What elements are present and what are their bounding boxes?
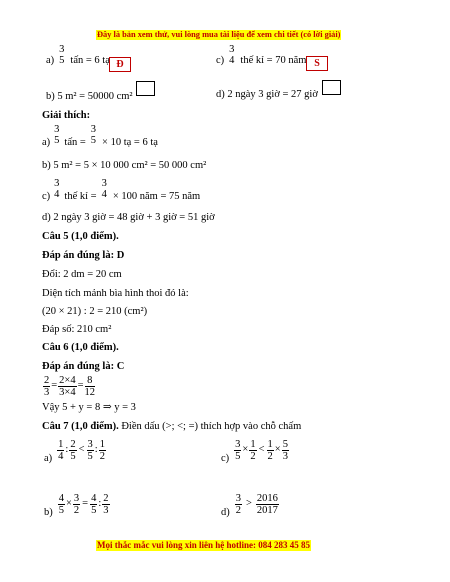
solution-a-num2: 3 bbox=[90, 124, 97, 135]
hotline-footer: Mọi thắc mắc vui lòng xin liên hệ hotline: 084 283 45 85 bbox=[97, 540, 311, 550]
solution-heading: Giải thích: bbox=[42, 110, 91, 121]
q7-a-d2: 5 bbox=[70, 451, 76, 463]
q7-a-compare-sign[interactable]: < bbox=[78, 444, 85, 456]
q7-c-label: c) bbox=[221, 453, 230, 465]
q6-fraction-1 bbox=[43, 375, 50, 398]
q4-c-text: thế kỉ = 70 năm bbox=[240, 54, 307, 66]
solution-a-num1: 3 bbox=[54, 124, 60, 135]
q7-b-d4: 3 bbox=[103, 505, 109, 517]
q7-d-d1: 2 bbox=[235, 505, 241, 517]
q5-title: Câu 5 (1,0 điểm). bbox=[42, 231, 119, 242]
q7-item-c bbox=[221, 439, 290, 465]
q7-a-n1: 1 bbox=[58, 439, 64, 450]
q7-b-frac2 bbox=[73, 493, 80, 516]
q6-answer: Đáp án đúng là: C bbox=[42, 361, 125, 372]
q7-b-op1: × bbox=[66, 498, 72, 510]
q4-a-text: tấn = 6 tạ bbox=[70, 54, 110, 66]
q6-line2: Vậy 5 + y = 8 ⇒ y = 3 bbox=[42, 402, 136, 413]
q4-a-fraction bbox=[58, 44, 65, 66]
q7-a-op2: : bbox=[94, 444, 98, 456]
q4-b-answer-box[interactable] bbox=[136, 81, 155, 96]
q7-a-n3: 3 bbox=[87, 439, 93, 450]
q4-a-numerator: 3 bbox=[59, 44, 65, 55]
q5-line3: (20 × 21) : 2 = 210 (cm²) bbox=[42, 306, 148, 317]
q6-f1-den: 3 bbox=[44, 387, 50, 399]
q7-b-frac3 bbox=[90, 493, 97, 516]
preview-banner: Đây là bản xem thử, vui lòng mua tài liệu để xem chi tiết (có lời giải) bbox=[97, 30, 341, 39]
q6-title: Câu 6 (1,0 điểm). bbox=[42, 342, 119, 353]
q6-f3-num: 8 bbox=[85, 375, 96, 387]
q4-c-answer-box[interactable]: S bbox=[306, 56, 328, 71]
q7-c-frac3 bbox=[267, 439, 274, 462]
q7-item-b bbox=[44, 493, 111, 519]
q7-d-frac2 bbox=[256, 493, 279, 516]
q7-c-frac1 bbox=[234, 439, 241, 462]
q7-c-n4: 5 bbox=[282, 439, 288, 450]
solution-c-fraction2 bbox=[101, 178, 108, 200]
q7-a-frac3 bbox=[87, 439, 94, 462]
q7-b-frac1 bbox=[58, 493, 65, 516]
solution-a-den2: 5 bbox=[90, 135, 97, 147]
solution-a-end: × 10 tạ = 6 tạ bbox=[102, 136, 158, 148]
q7-b-label: b) bbox=[44, 507, 53, 519]
q5-answer: Đáp án đúng là: D bbox=[42, 250, 125, 261]
q7-b-d1: 5 bbox=[58, 505, 64, 517]
solution-c-mid: thế kỉ = bbox=[64, 190, 97, 202]
q7-b-n4: 2 bbox=[103, 493, 109, 504]
solution-a-mid: tấn = bbox=[64, 136, 86, 148]
q7-a-d1: 4 bbox=[58, 451, 64, 463]
q7-c-d4: 3 bbox=[282, 451, 288, 463]
q7-d-compare-sign[interactable]: > bbox=[246, 498, 252, 510]
q7-b-compare-sign[interactable]: = bbox=[82, 498, 89, 510]
q6-fraction-2 bbox=[58, 375, 76, 398]
q7-b-d3: 5 bbox=[91, 505, 97, 517]
solution-c-num1: 3 bbox=[54, 178, 60, 189]
q5-line4: Đáp số: 210 cm² bbox=[42, 324, 112, 335]
solution-c-fraction1 bbox=[53, 178, 60, 200]
q7-c-d2: 2 bbox=[250, 451, 256, 463]
q4-a-denominator: 5 bbox=[59, 55, 65, 67]
q7-b-n3: 4 bbox=[91, 493, 97, 504]
q7-c-compare-sign[interactable]: < bbox=[258, 444, 265, 456]
q7-b-n2: 3 bbox=[73, 493, 80, 504]
q7-d-n1: 3 bbox=[235, 493, 241, 504]
q7-a-frac1 bbox=[57, 439, 64, 462]
q7-b-n1: 4 bbox=[58, 493, 64, 504]
q4-item-c bbox=[216, 44, 307, 72]
solution-c-num2: 3 bbox=[101, 178, 107, 189]
q7-d-d2: 2017 bbox=[256, 505, 278, 517]
q4-d-answer-box[interactable] bbox=[322, 80, 341, 95]
q7-d-frac1 bbox=[235, 493, 242, 516]
solution-b: b) 5 m² = 5 × 10 000 cm² = 50 000 cm² bbox=[42, 160, 207, 171]
solution-c-den1: 4 bbox=[54, 189, 60, 201]
q7-item-d bbox=[221, 493, 280, 519]
q4-item-b: b) 5 m² = 50000 cm² bbox=[46, 91, 133, 102]
q7-item-a bbox=[44, 439, 107, 465]
solution-a bbox=[42, 124, 158, 146]
q6-f3-den: 12 bbox=[84, 387, 96, 399]
q7-c-n2: 1 bbox=[250, 439, 256, 450]
q7-c-d1: 5 bbox=[235, 451, 241, 463]
solution-c bbox=[42, 178, 200, 200]
q7-c-op1: × bbox=[242, 444, 249, 456]
q7-heading bbox=[42, 422, 301, 433]
solution-a-den1: 5 bbox=[54, 135, 60, 147]
q4-a-label: a) bbox=[46, 54, 55, 66]
q7-a-frac4 bbox=[99, 439, 106, 462]
q4-c-denominator: 4 bbox=[229, 55, 235, 67]
solution-a-fraction1 bbox=[53, 124, 60, 146]
q7-d-label: d) bbox=[221, 507, 230, 519]
q6-f2-num: 2×4 bbox=[59, 375, 76, 386]
q7-c-n3: 1 bbox=[267, 439, 273, 450]
q5-line2: Diện tích mảnh bìa hình thoi đó là: bbox=[42, 288, 189, 299]
solution-d: d) 2 ngày 3 giờ = 48 giờ + 3 giờ = 51 giờ bbox=[42, 212, 215, 223]
q7-b-d2: 2 bbox=[73, 505, 80, 517]
q4-c-numerator: 3 bbox=[229, 44, 235, 55]
q4-c-fraction bbox=[228, 44, 235, 66]
q6-f1-num: 2 bbox=[44, 375, 50, 386]
solution-a-label: a) bbox=[42, 136, 51, 148]
solution-c-label: c) bbox=[42, 190, 51, 202]
q7-a-n4: 1 bbox=[99, 439, 105, 450]
solution-c-den2: 4 bbox=[101, 189, 107, 201]
solution-c-end: × 100 năm = 75 năm bbox=[112, 190, 201, 202]
q7-a-op1: : bbox=[65, 444, 69, 456]
q7-b-frac4 bbox=[102, 493, 109, 516]
q7-a-d3: 5 bbox=[87, 451, 93, 463]
q7-title: Câu 7 (1,0 điểm). bbox=[42, 421, 119, 432]
q7-a-frac2 bbox=[69, 439, 76, 462]
q7-c-op2: × bbox=[274, 444, 281, 456]
solution-a-fraction2 bbox=[90, 124, 97, 146]
q7-d-n2: 2016 bbox=[256, 493, 278, 504]
q7-a-d4: 2 bbox=[99, 451, 105, 463]
q4-a-answer-box[interactable]: Đ bbox=[109, 57, 131, 72]
q6-fraction-3 bbox=[85, 375, 96, 398]
q6-f2-den: 3×4 bbox=[59, 387, 76, 399]
q6-eq-2: = bbox=[77, 380, 84, 392]
q7-b-op2: : bbox=[98, 498, 102, 510]
q7-c-frac2 bbox=[249, 439, 256, 462]
q6-eq-1: = bbox=[51, 380, 58, 392]
q7-c-d3: 2 bbox=[267, 451, 273, 463]
q4-c-label: c) bbox=[216, 54, 225, 66]
q7-instruction: Điền dấu (>; <; =) thích hợp vào chỗ chấm bbox=[118, 421, 302, 432]
q6-fraction-equation bbox=[42, 375, 96, 398]
q7-a-n2: 2 bbox=[70, 439, 76, 450]
q7-c-n1: 3 bbox=[235, 439, 241, 450]
q7-a-label: a) bbox=[44, 453, 53, 465]
q4-item-a bbox=[46, 44, 110, 72]
q7-c-frac4 bbox=[282, 439, 289, 462]
q4-item-d: d) 2 ngày 3 giờ = 27 giờ bbox=[216, 89, 318, 100]
q5-line1: Đổi: 2 dm = 20 cm bbox=[42, 269, 122, 280]
